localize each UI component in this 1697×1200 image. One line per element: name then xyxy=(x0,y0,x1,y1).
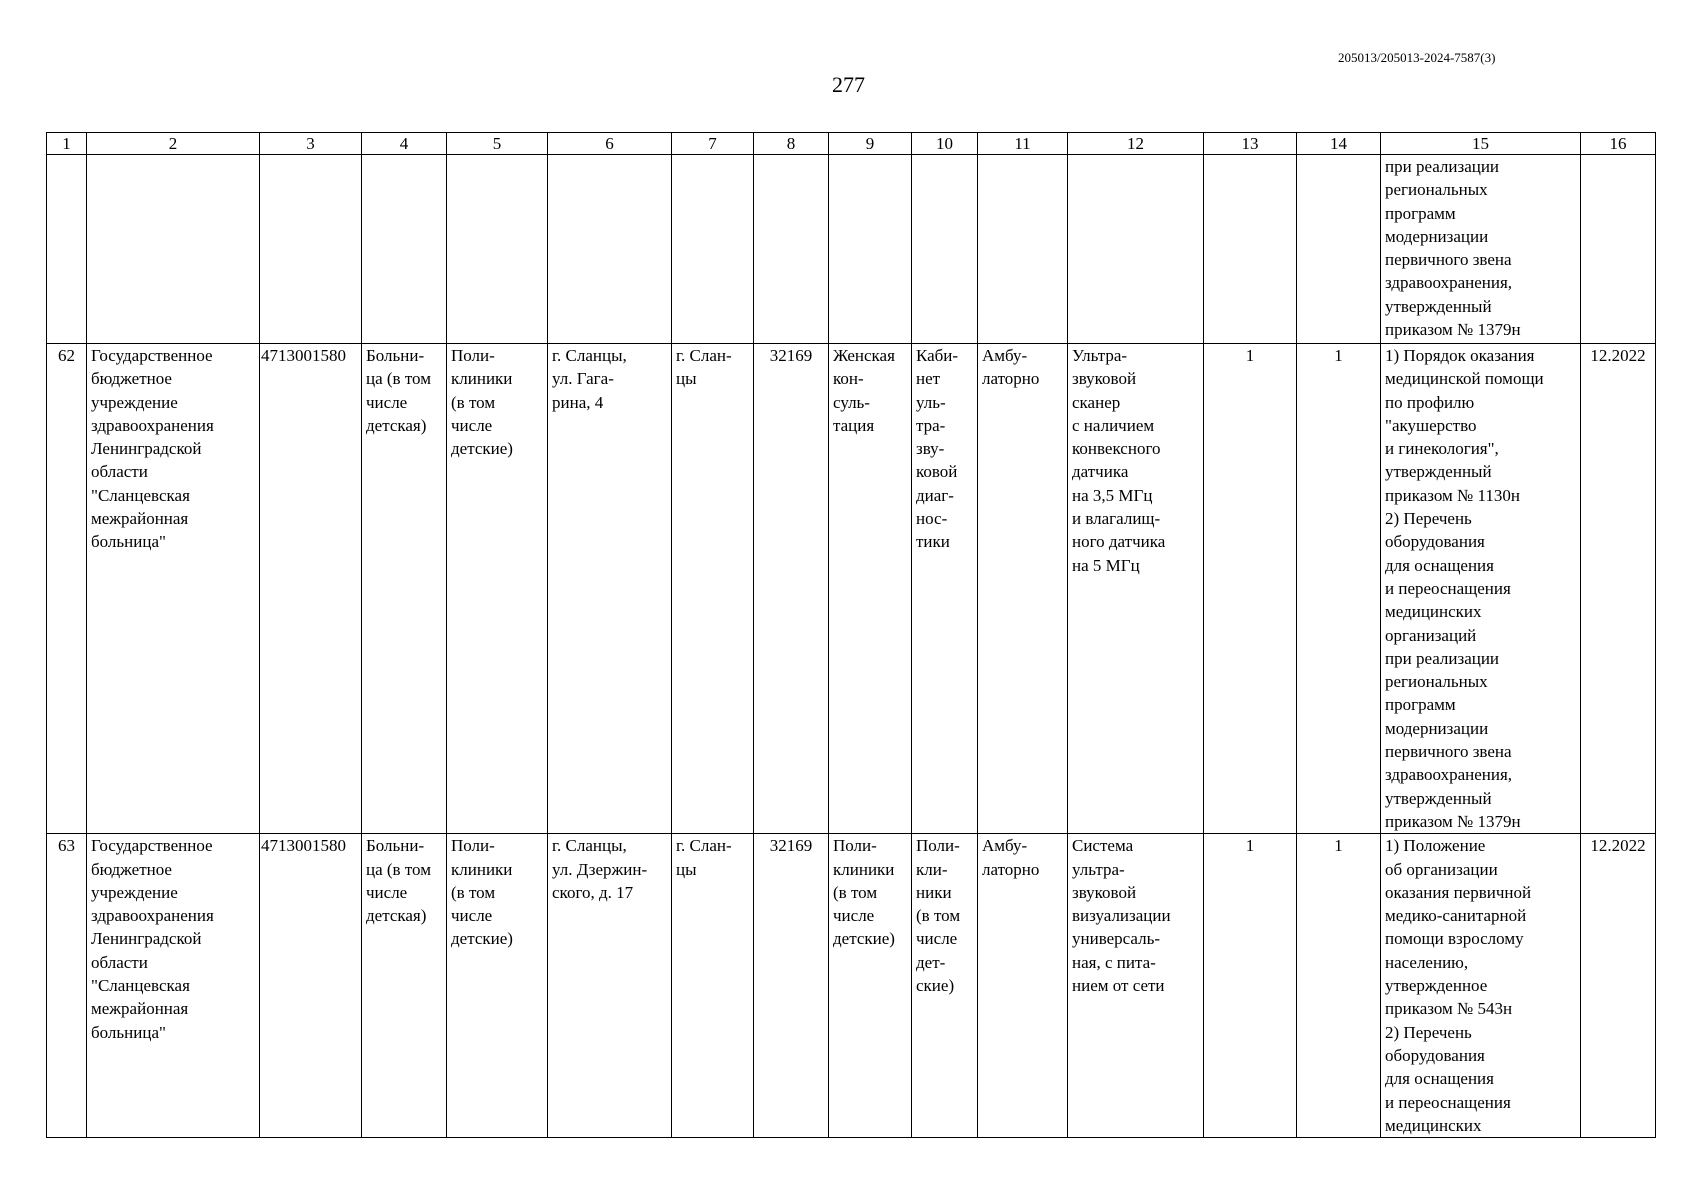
quantity-cell: 1 xyxy=(1297,344,1381,834)
date-cell xyxy=(1581,155,1656,344)
inn-cell: 4713001580 xyxy=(260,834,362,1138)
quantity-cell: 1 xyxy=(1297,834,1381,1138)
address-cell: г. Сланцы, ул. Дзержин- ского, д. 17 xyxy=(548,834,672,1138)
code-cell: 32169 xyxy=(754,834,829,1138)
department-cell: Женская кон- суль- тация xyxy=(829,344,912,834)
page-number: 277 xyxy=(832,72,865,97)
locality-cell: г. Слан- цы xyxy=(672,834,754,1138)
date-cell: 12.2022 xyxy=(1581,344,1656,834)
quantity-cell xyxy=(1204,155,1297,344)
column-header: 11 xyxy=(978,133,1068,155)
row-number-cell: 62 xyxy=(47,344,87,834)
table-row xyxy=(47,155,1656,344)
date-cell: 12.2022 xyxy=(1581,834,1656,1138)
regulation-cell: при реализации региональных программ модернизации первичного звена здравоохранения, утвержденный приказом № 1379н xyxy=(1381,155,1581,344)
organization-cell: Государственное бюджетное учреждение здравоохранения Ленинградской области "Сланцевская межрайонная больница" xyxy=(87,834,260,1138)
quantity-cell: 1 xyxy=(1204,834,1297,1138)
facility-type-cell xyxy=(362,155,447,344)
care-condition-cell: Амбу- латорно xyxy=(978,834,1068,1138)
department-cell: Поли- клиники (в том числе детские) xyxy=(829,834,912,1138)
equipment-cell: Ультра- звуковой сканер с наличием конвексного датчика на 3,5 МГц и влагалищ- ного датчика на 5 МГц xyxy=(1068,344,1204,834)
room-cell: Каби- нет уль- тра- зву- ковой диаг- нос- тики xyxy=(912,344,978,834)
quantity-cell xyxy=(1297,155,1381,344)
register-table xyxy=(46,132,1656,1138)
locality-cell xyxy=(672,155,754,344)
regulation-cell: 1) Положение об организации оказания первичной медико-санитарной помощи взрослому населению, утвержденное приказом № 543н 2) Перечень оборудования для оснащения и переоснащения медицинских xyxy=(1381,834,1581,1138)
table-row xyxy=(47,344,1656,834)
row-number-cell: 63 xyxy=(47,834,87,1138)
column-header: 1 xyxy=(47,133,87,155)
table-row xyxy=(47,834,1656,1138)
room-cell xyxy=(912,155,978,344)
equipment-cell: Система ультра- звуковой визуализации универсаль- ная, с пита- нием от сети xyxy=(1068,834,1204,1138)
column-header: 15 xyxy=(1381,133,1581,155)
column-header: 16 xyxy=(1581,133,1656,155)
column-header: 6 xyxy=(548,133,672,155)
department-cell xyxy=(829,155,912,344)
column-header: 3 xyxy=(260,133,362,155)
organization-cell xyxy=(87,155,260,344)
locality-cell: г. Слан- цы xyxy=(672,344,754,834)
subdivision-type-cell: Поли- клиники (в том числе детские) xyxy=(447,834,548,1138)
quantity-cell: 1 xyxy=(1204,344,1297,834)
care-condition-cell: Амбу- латорно xyxy=(978,344,1068,834)
code-cell xyxy=(754,155,829,344)
address-cell: г. Сланцы, ул. Гага- рина, 4 xyxy=(548,344,672,834)
care-condition-cell xyxy=(978,155,1068,344)
column-header: 13 xyxy=(1204,133,1297,155)
inn-cell: 4713001580 xyxy=(260,344,362,834)
regulation-cell: 1) Порядок оказания медицинской помощи по профилю "акушерство и гинекология", утвержденный приказом № 1130н 2) Перечень оборудования для оснащения и переоснащения медицинских организаций при реализации региональных программ модернизации первичного звена здравоохранения, утвержденный приказом № 1379н xyxy=(1381,344,1581,834)
equipment-cell xyxy=(1068,155,1204,344)
facility-type-cell: Больни- ца (в том числе детская) xyxy=(362,344,447,834)
column-header: 10 xyxy=(912,133,978,155)
column-header: 8 xyxy=(754,133,829,155)
column-header: 5 xyxy=(447,133,548,155)
code-cell: 32169 xyxy=(754,344,829,834)
subdivision-type-cell xyxy=(447,155,548,344)
column-header: 2 xyxy=(87,133,260,155)
organization-cell: Государственное бюджетное учреждение здравоохранения Ленинградской области "Сланцевская межрайонная больница" xyxy=(87,344,260,834)
room-cell: Поли- кли- ники (в том числе дет- ские) xyxy=(912,834,978,1138)
column-header: 9 xyxy=(829,133,912,155)
column-number-row xyxy=(47,133,1656,155)
row-number-cell xyxy=(47,155,87,344)
column-header: 4 xyxy=(362,133,447,155)
inn-cell xyxy=(260,155,362,344)
facility-type-cell: Больни- ца (в том числе детская) xyxy=(362,834,447,1138)
column-header: 12 xyxy=(1068,133,1204,155)
address-cell xyxy=(548,155,672,344)
subdivision-type-cell: Поли- клиники (в том числе детские) xyxy=(447,344,548,834)
column-header: 14 xyxy=(1297,133,1381,155)
document-id: 205013/205013-2024-7587(3) xyxy=(1338,50,1496,65)
column-header: 7 xyxy=(672,133,754,155)
